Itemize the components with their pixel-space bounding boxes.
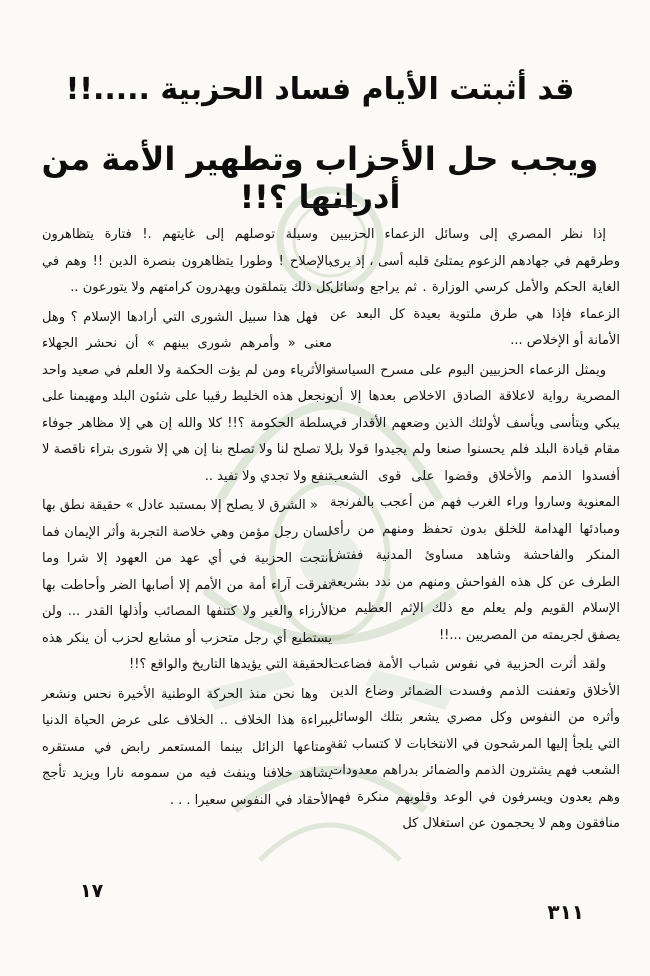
paragraph: ويمثل الزعماء الحزبيين اليوم على مسرح السياسة المصرية رواية لاعلاقة الصادق الاخلاص بعدها إلا أن يبكي ويتأسى ويأسف لأولئك الذين وضعهم الأقدار في مقام قيادة البلد فلم يحسنوا صنعا ولم يجيدوا قولا بل أفسدوا الذمم والأخلاق وقضوا على قوى الشعب المعنوية وساروا وراء الغرب فهم من أعجب بالفرنجة ومبادئها الهدامة للخلق بدون تحفظ ومنهم من رأى المنكر والفاحشة وشاهد مساوئ المدنية ففتش الطرف عن كل هذه الفواحش ومنهم من ندد بشريعة الإسلام القويم ولم يعلم مع ذلك الإثم العظيم من يصفق لجريمته من المصريين ...!!: [330, 362, 620, 643]
paragraph: إذا نظر المصري إلى وسائل الزعماء الحزبيين وطرقهم في جهادهم الزعوم يمتلئ قلبه أسى ، إذ يرى الغاية الحكم والأمل كرسي الوزارة . ثم يراجع وسائل الزعماء فإذا هي طرق ملتوية بعيدة كل البعد عن الأمانة أو الإخلاص ...: [330, 227, 620, 348]
left-column: [42, 222, 332, 817]
page-number-right: ٣١١: [547, 900, 584, 924]
paragraph: « الشرق لا يصلح إلا بمستبد عادل » حقيقة نطق بها لسان رجل مؤمن وهي خلاصة التجربة وأثر الإيمان فما أنتجت الحزبية في أي عهد من العهود إلا شرا وما تفرقت آراء أمة من الأمم إلا أصابها الضر وأحاطت بها الأرزاء والغير ولا كتنفها المصائب وأذلها القدر ... ولن يستطيع أي رجل متحزب أو مشايع لحزب أن ينكر هذه الحقيقة التي يؤيدها التاريخ والواقع ؟!!: [42, 498, 332, 672]
paragraph: وسيلة توصلهم إلى غايتهم .! فتارة يتظاهرون بالإصلاح ! وطورا يتظاهرون بنصرة الدين !! وهم في كل ذلك يتملقون ويهدرون كرامتهم ولا يتورعون ..: [42, 227, 332, 295]
paragraph: ولقد أثرت الحزبية في نفوس شباب الأمة فضاعت الأخلاق وتعفنت الذمم وفسدت الضمائر وضاع الدين وأثره من النفوس وكل مصري يشعر بتلك الوسائل التي يلجأ إليها المرشحون في الانتخابات لا كتساب ثقة الشعب فهم يشترون الذمم والضمائر بدراهم معدودات وهم يعدون ويسرفون في الوعد وقلوبهم منكرة فهم منافقون وهم لا يحجمون عن استغلال كل: [330, 657, 620, 831]
headline-line-2: ويجب حل الأحزاب وتطهير الأمة من أدرانها ؟!!: [41, 140, 599, 216]
right-column: [330, 222, 620, 841]
headline-line-1: قد أثبتت الأيام فساد الحزبية .....!!: [65, 72, 575, 107]
paragraph: فهل هذا سبيل الشورى التي أرادها الإسلام ؟ وهل معنى « وأمرهم شورى بينهم » أن نحشر الجهلاء والأثرياء ومن لم يؤت الحكمة ولا العلم في صعيد واحد ونجعل هذه الخليط رقيبا على شئون البلد ومهيمنا على سلطة الحكومة ؟!! كلا والله إن هي إلا مظاهر جوفاء لا تصلح لنا ولا تصلح بنا إن هي إلا شورى بتراء ناقصة لا تنفع ولا تجدي ولا تفيد ..: [42, 309, 332, 484]
page-number-left: ١٧: [80, 880, 104, 902]
paragraph: وها نحن منذ الحركة الوطنية الأخيرة نحس ونشعر ببراءة هذا الخلاف .. الخلاف على عرض الحياة الدنيا ومتاعها الزائل بينما المستعمر رابض في مستقره يشاهد خلافنا وينفث فيه من سمومه نارا ويزيد تأجج الأحقاد في النفوس سعيرا . . .: [42, 686, 332, 808]
title-divider: [305, 205, 357, 207]
